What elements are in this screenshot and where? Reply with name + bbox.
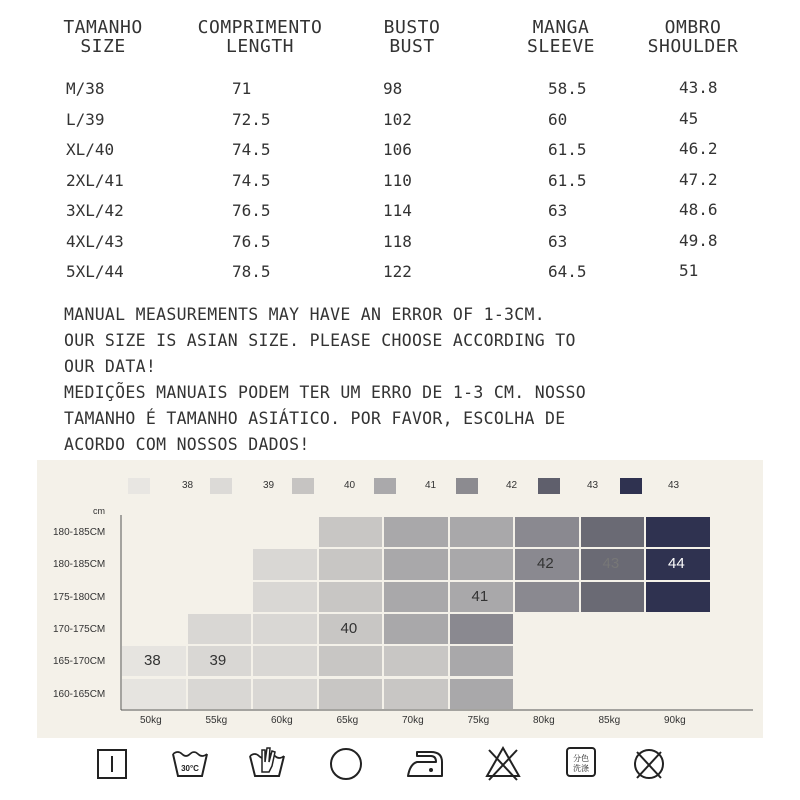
weight-label: 65kg: [336, 715, 359, 726]
header-shoulder: [628, 18, 758, 56]
cell-size-label: 38: [144, 652, 161, 670]
header-sleeve: [506, 18, 616, 56]
sleeve-cell: 58.5: [548, 79, 587, 98]
shoulder-cell: 51: [679, 261, 699, 280]
note-line: MANUAL MEASUREMENTS MAY HAVE AN ERROR OF 1-3CM.: [64, 305, 545, 324]
shoulder-cell: 45: [679, 108, 699, 128]
weight-label: 60kg: [271, 715, 293, 726]
do-not-bleach-icon: [483, 742, 523, 782]
bust-cell: 114: [383, 201, 412, 220]
unit-label: cm: [93, 506, 105, 516]
length-cell: 76.5: [232, 201, 271, 220]
legend-label: 43: [668, 480, 680, 491]
iron-icon: [405, 742, 445, 782]
sleeve-cell: 61.5: [548, 140, 587, 159]
size-row: [0, 109, 800, 137]
header-bust-en: BUST: [389, 36, 435, 57]
note-line: OUR DATA!: [64, 357, 157, 376]
cell-size-label: 42: [537, 555, 554, 573]
header-sleeve-pt: MANGA: [532, 17, 590, 38]
weight-label: 80kg: [533, 715, 555, 726]
shoulder-cell: 49.8: [679, 230, 718, 250]
hand-wash-icon: [247, 742, 287, 782]
legend-label: 39: [263, 480, 275, 491]
cell-size-label: 40: [340, 619, 358, 637]
size-cell: L/39: [66, 109, 105, 129]
sleeve-cell: 63: [548, 231, 568, 251]
legend-label: 41: [425, 480, 437, 491]
bust-cell: 122: [383, 262, 412, 281]
height-label: 160-165CM: [53, 688, 106, 700]
header-length: [175, 18, 345, 56]
height-label: 170-175CM: [53, 623, 106, 635]
weight-label: 90kg: [664, 715, 686, 726]
weight-label: 55kg: [205, 715, 228, 726]
header-bust: [372, 18, 452, 56]
cell-size-label: 39: [209, 652, 227, 670]
header-size-en: SIZE: [80, 36, 126, 57]
header-shoulder-pt: OMBRO: [664, 17, 722, 38]
legend-label: 40: [344, 480, 356, 491]
shoulder-cell: 48.6: [679, 200, 718, 219]
header-length-pt: COMPRIMENTO: [197, 17, 323, 38]
cell-size-label: 41: [471, 587, 489, 605]
height-label: 165-170CM: [53, 656, 106, 668]
size-cell: 4XL/43: [66, 231, 124, 251]
separate-label-1: 分色: [573, 754, 589, 763]
size-row: [0, 231, 800, 259]
weight-label: 85kg: [598, 715, 621, 726]
chart-axes: [37, 460, 763, 738]
bust-cell: 98: [383, 79, 403, 98]
sleeve-cell: 64.5: [548, 262, 587, 281]
size-cell: 3XL/42: [66, 201, 124, 220]
size-row: [0, 200, 800, 228]
height-label: 180-185CM: [53, 527, 106, 538]
length-cell: 78.5: [232, 262, 271, 281]
header-shoulder-en: SHOULDER: [647, 36, 739, 57]
cell-size-label: 43: [602, 555, 620, 573]
bust-cell: 110: [383, 170, 412, 190]
shoulder-cell: 47.2: [679, 169, 718, 189]
do-not-dry-clean-icon: [629, 742, 669, 782]
sleeve-cell: 60: [548, 109, 568, 129]
length-cell: 74.5: [232, 170, 271, 190]
header-bust-pt: BUSTO: [383, 17, 441, 38]
size-cell: 5XL/44: [66, 262, 124, 281]
weight-label: 50kg: [140, 715, 162, 726]
size-cell: XL/40: [66, 140, 115, 159]
separate-label-2: 洗涤: [573, 764, 589, 773]
measurement-note: [64, 302, 764, 458]
size-row: [0, 139, 800, 167]
weight-label: 70kg: [402, 715, 424, 726]
sleeve-cell: 61.5: [548, 170, 587, 190]
bust-cell: 118: [383, 231, 412, 251]
tumble-dry-icon: [326, 742, 366, 782]
size-row: [0, 78, 800, 106]
bust-cell: 106: [383, 140, 412, 159]
shoulder-cell: 46.2: [679, 139, 718, 158]
care-icons: [37, 738, 763, 788]
legend-label: 38: [182, 480, 194, 491]
header-size-pt: TAMANHO: [63, 17, 143, 38]
note-line: ACORDO COM NOSSOS DADOS!: [64, 435, 310, 454]
wash-30c-icon: [170, 742, 210, 782]
length-cell: 74.5: [232, 140, 271, 159]
size-cell: 2XL/41: [66, 170, 124, 190]
note-line: TAMANHO É TAMANHO ASIÁTICO. POR FAVOR, ESCOLHA DE: [64, 409, 566, 428]
header-size: [48, 18, 158, 56]
height-label: 180-185CM: [53, 559, 106, 571]
bust-cell: 102: [383, 109, 412, 129]
wash-separately-icon: [561, 742, 601, 782]
shoulder-cell: 43.8: [679, 78, 718, 97]
size-recommendation-chart: [37, 460, 763, 738]
length-cell: 76.5: [232, 231, 271, 251]
size-cell: M/38: [66, 79, 105, 98]
dry-clean-icon: [92, 742, 132, 782]
weight-label: 75kg: [467, 715, 490, 726]
size-row: [0, 170, 800, 198]
sleeve-cell: 63: [548, 201, 568, 220]
length-cell: 72.5: [232, 109, 271, 129]
length-cell: 71: [232, 79, 252, 98]
note-line: OUR SIZE IS ASIAN SIZE. PLEASE CHOOSE ACCORDING TO: [64, 331, 576, 350]
note-line: MEDIÇÕES MANUAIS PODEM TER UM ERRO DE 1-3 CM. NOSSO: [64, 383, 586, 402]
legend-label: 42: [506, 480, 518, 491]
header-sleeve-en: SLEEVE: [526, 36, 596, 57]
height-label: 175-180CM: [53, 591, 106, 603]
wash-temp-label: 30°C: [181, 764, 199, 773]
size-row: [0, 261, 800, 289]
header-length-en: LENGTH: [225, 36, 295, 57]
legend-label: 43: [587, 480, 599, 491]
cell-size-label: 44: [668, 555, 685, 573]
